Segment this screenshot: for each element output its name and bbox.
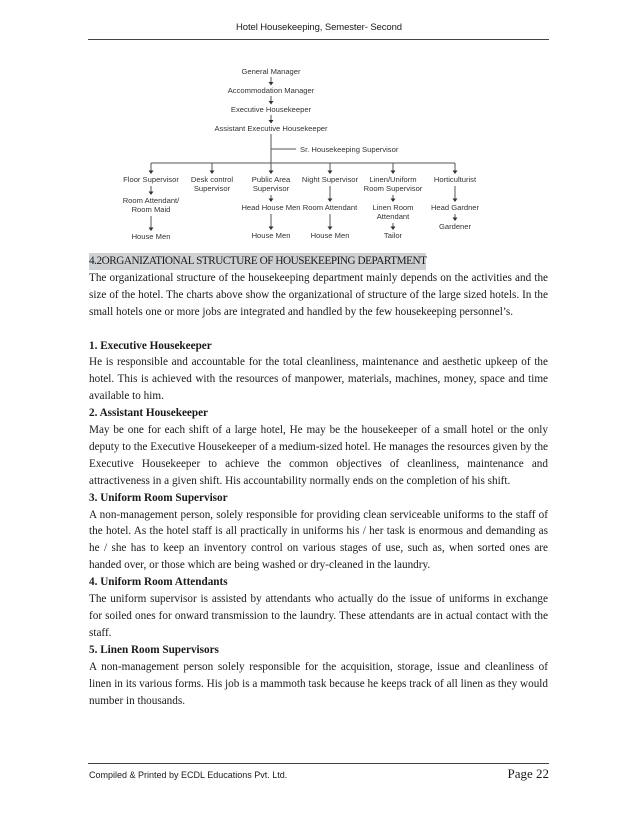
node-staff: Tailor <box>383 231 403 240</box>
section-title: 4.2ORGANIZATIONAL STRUCTURE OF HOUSEKEEPING DEPARTMENT <box>89 253 426 270</box>
role-heading: 1. Executive Housekeeper <box>89 339 212 352</box>
node-staff: Room Maid <box>131 205 171 214</box>
arrow <box>210 171 215 175</box>
arrow <box>269 227 274 231</box>
intro-paragraph: The organizational structure of the housekeeping department mainly depends on the activities and the size of the hotel. The charts above show the organizational of structure of the large sized hotels. In the small hotels one or more jobs are integrated and handled by the few housekeeping personnel’s. <box>89 271 548 318</box>
arrow <box>391 199 396 203</box>
arrow <box>149 171 154 175</box>
arrow <box>453 199 458 203</box>
role-heading: 3. Uniform Room Supervisor <box>89 491 228 504</box>
node-staff: House Men <box>310 231 350 240</box>
footer-rule <box>88 763 549 764</box>
role-heading: 4. Uniform Room Attendants <box>89 576 228 589</box>
node-staff: Gardener <box>438 222 472 231</box>
arrow <box>269 101 274 105</box>
role-heading: 5. Linen Room Supervisors <box>89 643 219 656</box>
arrow <box>269 171 274 175</box>
node-supervisor: Supervisor <box>252 184 290 193</box>
node-assistant-executive-housekeeper: Assistant Executive Housekeeper <box>214 124 328 133</box>
role-text: A non-management person solely responsible for the acquisition, storage, issue and cleanliness of linen in its various forms. His job is a mammoth task because he keeps track of all linen as they would number in thousands. <box>89 660 548 707</box>
page-header: Hotel Housekeeping, Semester- Second <box>236 22 402 33</box>
role-text: He is responsible and accountable for the total cleanliness, maintenance and aesthetic upkeep of the hotel. This is achieved with the resources of manpower, materials, machines, money, space and time available to him. <box>89 356 548 403</box>
node-general-manager: General Manager <box>241 67 301 76</box>
arrow <box>269 82 274 86</box>
arrow <box>391 227 396 231</box>
arrow <box>328 227 333 231</box>
node-staff: Linen Room <box>372 203 414 212</box>
arrow <box>453 218 458 222</box>
node-staff: Head House Men <box>241 203 301 212</box>
node-staff: House Men <box>251 231 291 240</box>
node-supervisor: Night Supervisor <box>301 175 359 184</box>
node-staff: Room Attendant/ <box>122 196 180 205</box>
node-supervisor: Room Supervisor <box>363 184 423 193</box>
node-supervisor: Linen/Uniform <box>369 175 417 184</box>
role-text: May be one for each shift of a large hotel, He may be the housekeeper of a small hotel or the only deputy to the Executive Housekeeper of a medium-sized hotel. He manages the resources given by the Executive Housekeeper to achieve the common objectives of cleanliness, maintenance and attractiveness in a given shift. His accountability normally ends on the completion of his shift. <box>89 424 548 487</box>
footer-publisher: Compiled & Printed by ECDL Educations Pvt. Ltd. <box>89 770 288 780</box>
node-supervisor: Public Area <box>251 175 291 184</box>
arrow <box>269 120 274 124</box>
node-supervisor: Floor Supervisor <box>123 175 179 184</box>
node-staff: Attendant <box>376 212 410 221</box>
arrow <box>269 199 274 203</box>
role-heading: 2. Assistant Housekeeper <box>89 407 209 420</box>
node-accommodation-manager: Accommodation Manager <box>227 86 315 95</box>
arrow <box>453 171 458 175</box>
node-staff: House Men <box>131 232 171 241</box>
role-text: The uniform supervisor is assisted by attendants who actually do the issue of uniforms in exchange for soiled ones for onward transmission to the laundry. These attendants are in actual contact with the staff. <box>89 593 548 639</box>
arrow <box>328 199 333 203</box>
arrow <box>391 171 396 175</box>
arrow <box>149 228 154 232</box>
node-executive-housekeeper: Executive Housekeeper <box>230 105 312 114</box>
spacer <box>89 321 548 338</box>
node-supervisor: Desk control <box>190 175 234 184</box>
role-text: A non-management person, solely responsible for providing clean serviceable uniforms to the staff of the hotel. As the hotel staff is all practically in uniforms his / her task is enormous and demanding as he / she has to keep an inventory control on various stages of use, such as, when sorted ones are handed over, or those which are being washed or dry-cleaned in the laundry. <box>89 508 548 572</box>
content-body <box>89 253 548 709</box>
node-supervisor: Supervisor <box>193 184 231 193</box>
arrow <box>149 192 154 196</box>
page-number: Page 22 <box>507 766 549 781</box>
org-chart <box>0 40 638 250</box>
node-staff: Room Attendant <box>302 203 358 212</box>
node-sr-housekeeping-supervisor: Sr. Housekeeping Supervisor <box>300 145 399 154</box>
node-supervisor: Horticulturist <box>433 175 477 184</box>
arrow <box>328 171 333 175</box>
node-staff: Head Gardner <box>430 203 480 212</box>
